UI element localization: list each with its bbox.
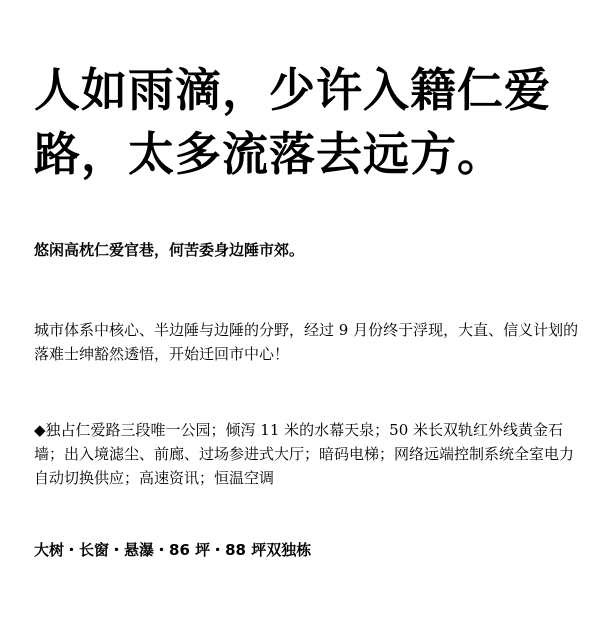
- body-paragraph-amenities: ◆独占仁爱路三段唯一公园；倾泻 11 米的水幕天泉；50 米长双轨红外线黄金石墙；出入境滤尘、前廊、过场参进式大厅；暗码电梯；网络远端控制系统全室电力自动切换供应；高速资讯；恒温空调: [34, 421, 575, 487]
- body-paragraph-market: 城市体系中核心、半边陲与边陲的分野，经过 9 月份终于浮现，大直、信义计划的落难士绅豁然透悟，开始迁回市中心！: [34, 321, 579, 363]
- tagline: 悠闲高枕仁爱官巷，何苦委身边陲市郊。: [34, 241, 305, 259]
- features-line: 大树・长窗・悬瀑・86 坪・88 坪双独栋: [34, 541, 312, 559]
- headline: 人如雨滴，少许入籍仁爱路，太多流落去远方。: [34, 63, 551, 181]
